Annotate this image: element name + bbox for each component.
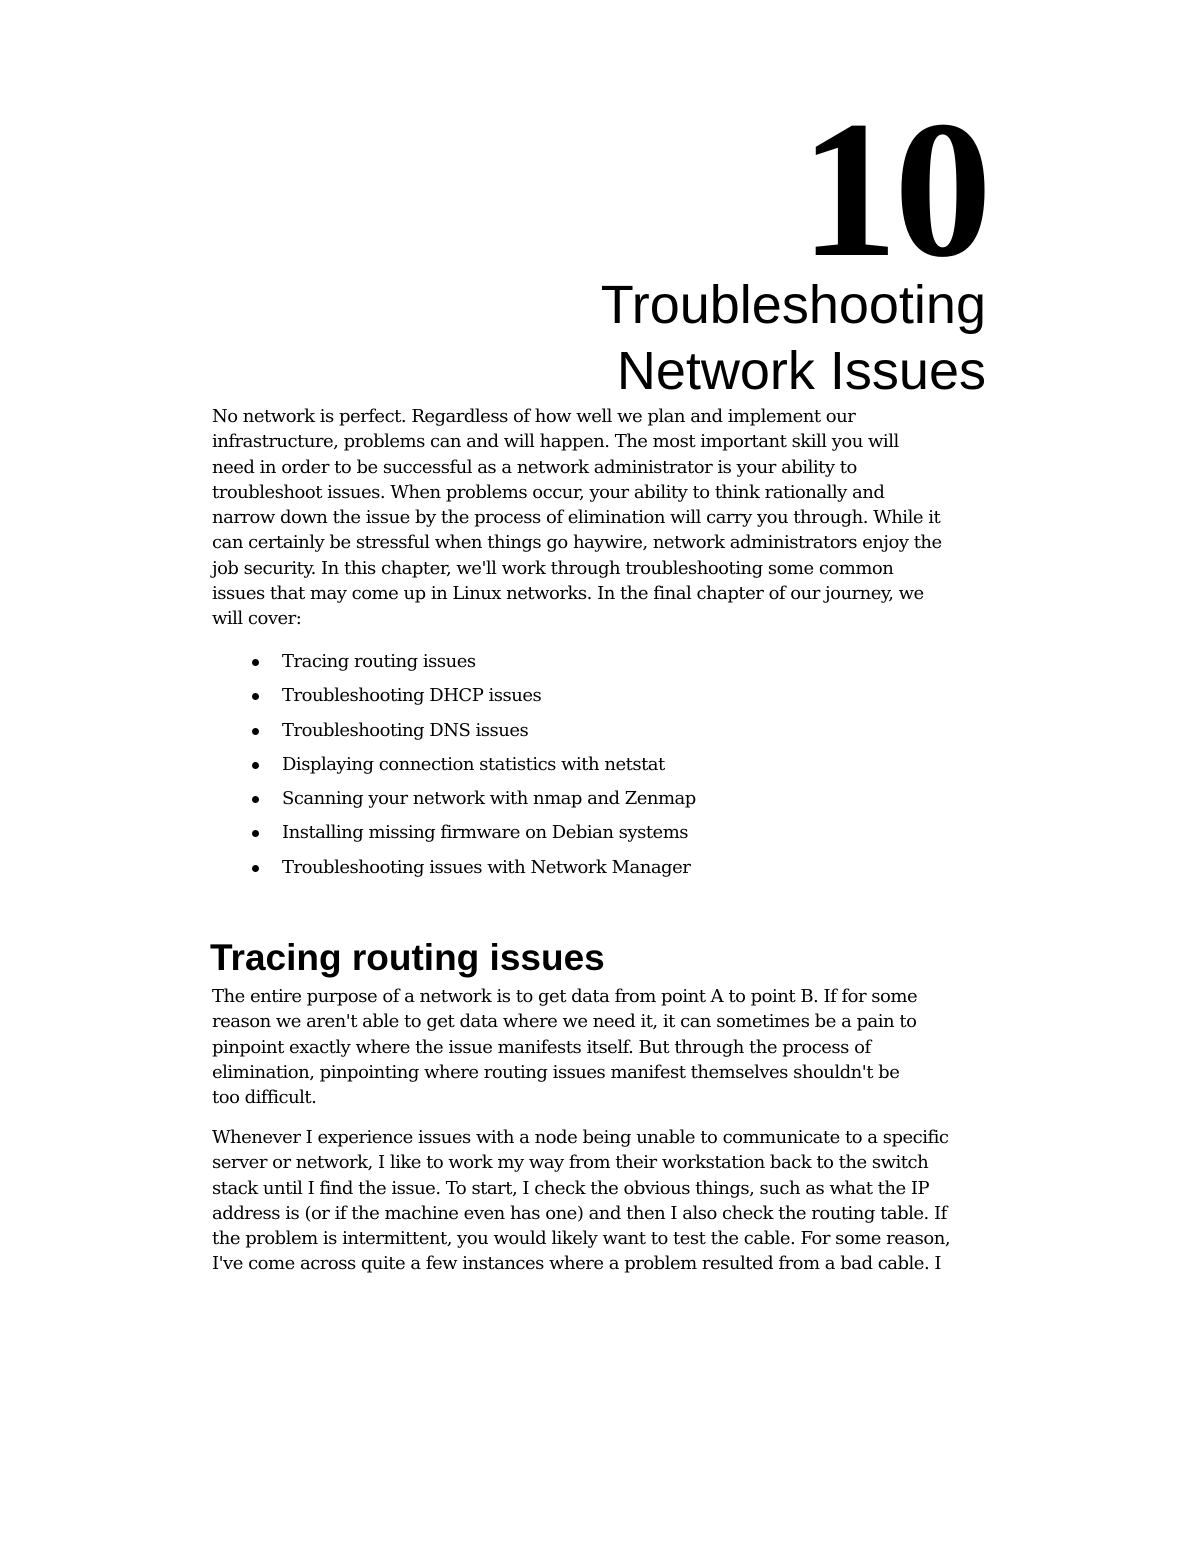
text-line: elimination, pinpointing where routing issues manifest themselves shouldn't be [212,1061,900,1083]
chapter-title-line: Troubleshooting [600,275,986,335]
bullet-icon [252,762,259,769]
text-line: server or network, I like to work my way from their workstation back to the switch [212,1152,929,1174]
list-item [246,717,946,751]
bullet-icon [252,693,259,700]
text-line: narrow down the issue by the process of elimination will carry you through. While it [212,507,941,529]
list-item [246,682,946,716]
list-item [246,819,946,853]
text-line: I've come across quite a few instances where a problem resulted from a bad cable. I [212,1253,942,1275]
section-paragraph [212,1125,1002,1277]
text-line: stack until I find the issue. To start, I check the obvious things, such as what the IP [212,1177,930,1199]
list-item-label: Scanning your network with nmap and Zenmap [282,788,696,810]
text-line: Whenever I experience issues with a node being unable to communicate to a specific [212,1127,949,1148]
text-line: can certainly be stressful when things go haywire, network administrators enjoy the [212,532,942,554]
bullet-icon [252,830,259,837]
list-item-label: Troubleshooting DNS issues [282,719,529,741]
text-line: too difficult. [212,1087,317,1109]
chapter-title-line: Network Issues [616,341,986,401]
topic-list [246,648,946,888]
bullet-icon [252,728,259,735]
list-item [246,751,946,785]
list-item [246,785,946,819]
text-line: pinpoint exactly where the issue manifests itself. But through the process of [212,1036,871,1058]
list-item-label: Displaying connection statistics with netstat [282,753,665,775]
list-item [246,648,946,682]
text-line: The entire purpose of a network is to get data from point A to point B. If for some [212,986,918,1007]
text-line: issues that may come up in Linux networks. In the final chapter of our journey, we [212,583,924,605]
text-line: infrastructure, problems can and will happen. The most important skill you will [212,431,899,453]
chapter-number: 10 [800,81,988,298]
intro-paragraph [212,404,1002,632]
text-line: need in order to be successful as a network administrator is your ability to [212,456,857,478]
list-item-label: Installing missing firmware on Debian systems [282,822,689,844]
list-item-label: Troubleshooting DHCP issues [282,685,542,707]
chapter-title [426,272,986,404]
text-line: address is (or if the machine even has one) and then I also check the routing table. If [212,1202,947,1224]
text-line: the problem is intermittent, you would likely want to test the cable. For some reason, [212,1228,951,1250]
text-line: No network is perfect. Regardless of how well we plan and implement our [212,406,856,427]
section-paragraph [212,984,1002,1110]
text-line: will cover: [212,608,302,630]
bullet-icon [252,659,259,666]
text-line: troubleshoot issues. When problems occur, your ability to think rationally and [212,481,885,503]
bullet-icon [252,865,259,872]
bullet-icon [252,796,259,803]
section-heading: Tracing routing issues [210,937,605,978]
text-line: job security. In this chapter, we'll work through troubleshooting some common [212,557,894,579]
text-line: reason we aren't able to get data where we need it, it can sometimes be a pain to [212,1011,917,1033]
list-item [246,854,946,888]
list-item-label: Tracing routing issues [282,651,476,672]
list-item-label: Troubleshooting issues with Network Manager [282,856,691,878]
